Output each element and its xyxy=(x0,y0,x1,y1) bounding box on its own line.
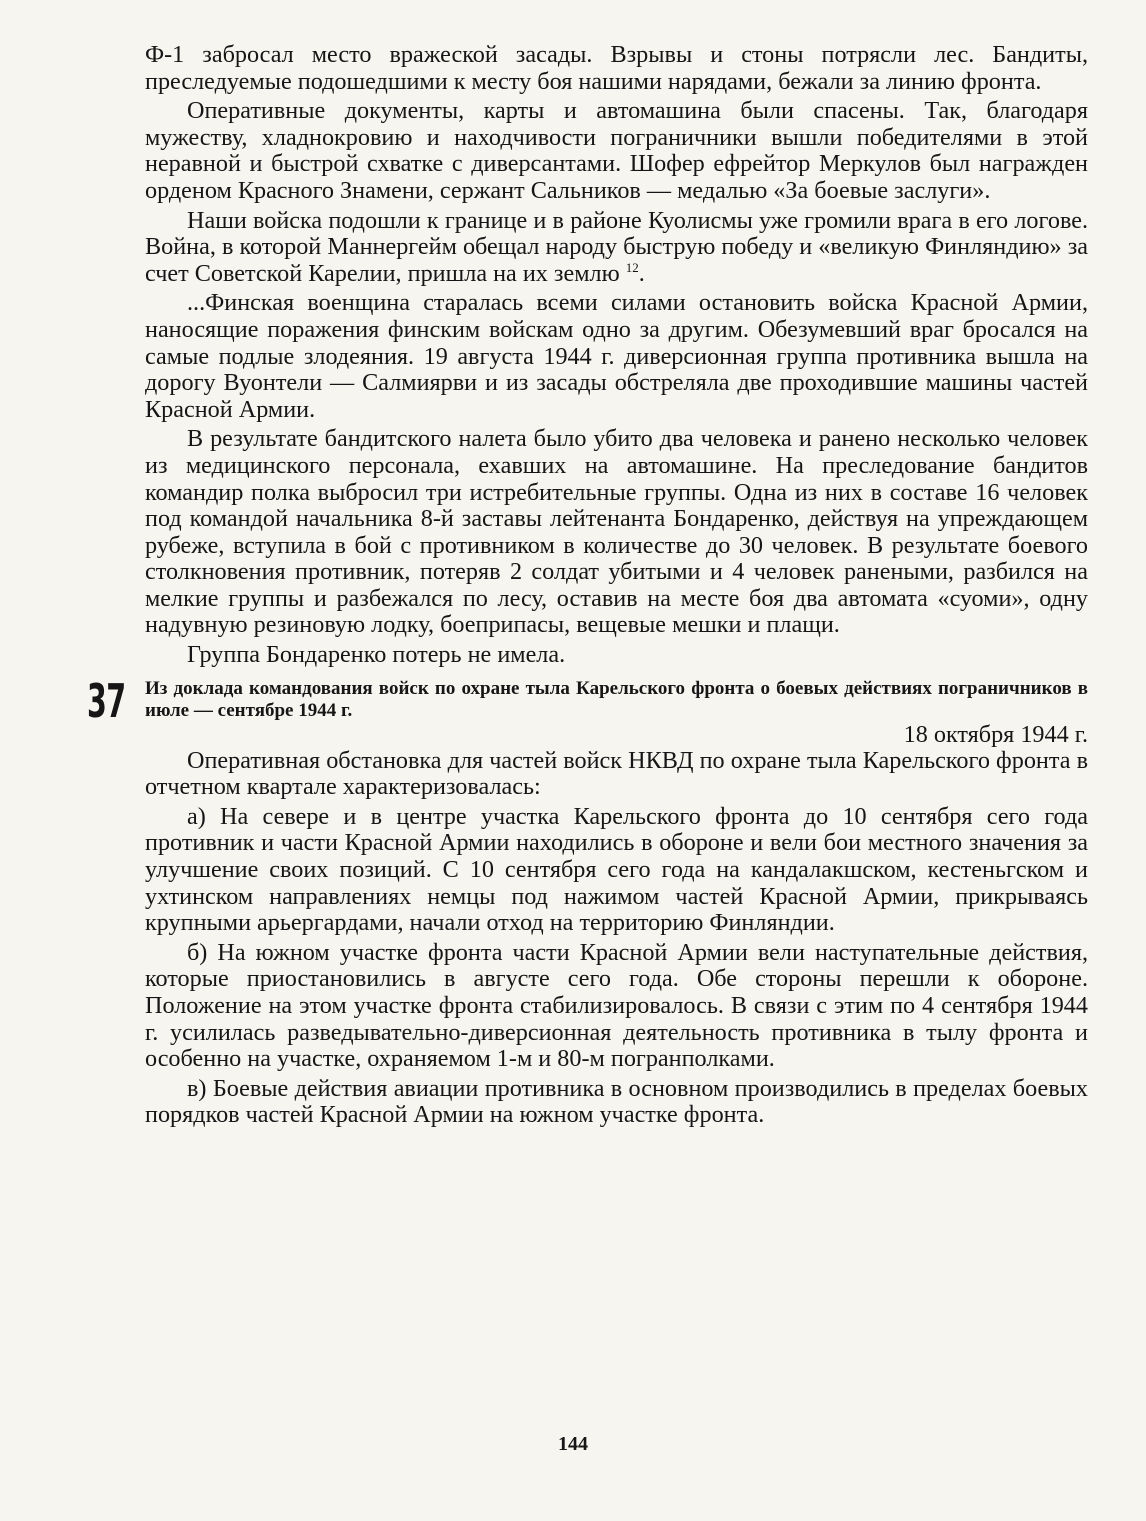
document-paragraph-1: Оперативная обстановка для частей войск НКВД по охране тыла Карельского фронта в отчетном квартале характеризовалась: xyxy=(145,746,1088,801)
document-number: 37 xyxy=(87,673,126,728)
paragraph-6: Группа Бондаренко потерь не имела. xyxy=(187,641,566,669)
paragraph-3-end: . xyxy=(638,259,645,287)
paragraph-2: Оперативные документы, карты и автомашина были спасены. Так, благодаря мужеству, хладнокровию и находчивости пограничники вышли победителями в этой неравной и быстрой схватке с диверсантами. Шофер ефрейтор Меркулов был награжден орденом Красного Знамени, сержант Сальников — медалью «За боевые заслуги». xyxy=(145,97,1088,204)
paragraph-4: ...Финская военщина старалась всеми силами остановить войска Красной Армии, наносящие поражения финским войскам одно за другим. Обезумевший враг бросался на самые подлые злодеяния. 19 августа 1944 г. диверсионная группа противника вышла на дорогу Вуонтели — Салмиярви и из засады обстреляла две проходившие машины частей Красной Армии. xyxy=(145,289,1088,423)
document-date: 18 октября 1944 г. xyxy=(903,720,1088,748)
paragraph-3-text: Наши войска подошли к границе и в районе Куолисмы уже громили врага в его логове. Война, в которой Маннергейм обещал народу быструю победу и «великую Финляндию» за счет Советской Карелии, пришла на их землю xyxy=(145,206,1088,287)
document-paragraph-2: а) На севере и в центре участка Карельского фронта до 10 сентября сего года противник и части Красной Армии находились в обороне и вели бои местного значения за улучшение своих позиций. С 10 сентября сего года на кандалакшском, кестеньгском и ухтинском направлениях немцы под нажимом частей Красной Армии, прикрываясь крупными арьергардами, начали отход на территорию Финляндии. xyxy=(145,802,1088,937)
page-body xyxy=(87,41,1088,1129)
document-title: Из доклада командования войск по охране тыла Карельского фронта о боевых действиях пограничников в июле — сентябре 1944 г. xyxy=(145,677,1088,721)
paragraph-5: В результате бандитского налета было убито два человека и ранено несколько человек из медицинского персонала, ехавших на автомашине. На преследование бандитов командир полка выбросил три истребительные группы. Одна из них в составе 16 человек под командой начальника 8-й заставы лейтенанта Бондаренко, действуя на упреждающем рубеже, вступила в бой с противником в количестве до 30 человек. В результате боевого столкновения противник, потеряв 2 солдат убитыми и 4 человек ранеными, разбился на мелкие группы и разбежался по лесу, оставив на месте боя два автомата «суоми», одну надувную резиновую лодку, боеприпасы, вещевые мешки и плащи. xyxy=(145,425,1088,639)
page-number: 144 xyxy=(558,1433,588,1455)
footnote-mark: 12 xyxy=(625,259,639,275)
document-paragraph-3: б) На южном участке фронта части Красной Армии вели наступательные действия, которые приостановились в августе сего года. Обе стороны перешли к обороне. Положение на этом участке фронта стабилизировалось. В связи с этим по 4 сентября 1944 г. усилилась разведывательно-диверсионная деятельность противника в тылу фронта и особенно на участке, охраняемом 1-м и 80-м погранполками. xyxy=(145,938,1088,1073)
paragraph-1: Ф-1 забросал место вражеской засады. Взрывы и стоны потрясли лес. Бандиты, преследуемые подошедшими к месту боя нашими нарядами, бежали за линию фронта. xyxy=(145,41,1088,95)
document-paragraph-4: в) Боевые действия авиации противника в основном производились в пределах боевых порядков частей Красной Армии на южном участке фронта. xyxy=(145,1074,1088,1129)
document-section xyxy=(87,673,1088,1129)
paragraph-3 xyxy=(145,208,1088,288)
